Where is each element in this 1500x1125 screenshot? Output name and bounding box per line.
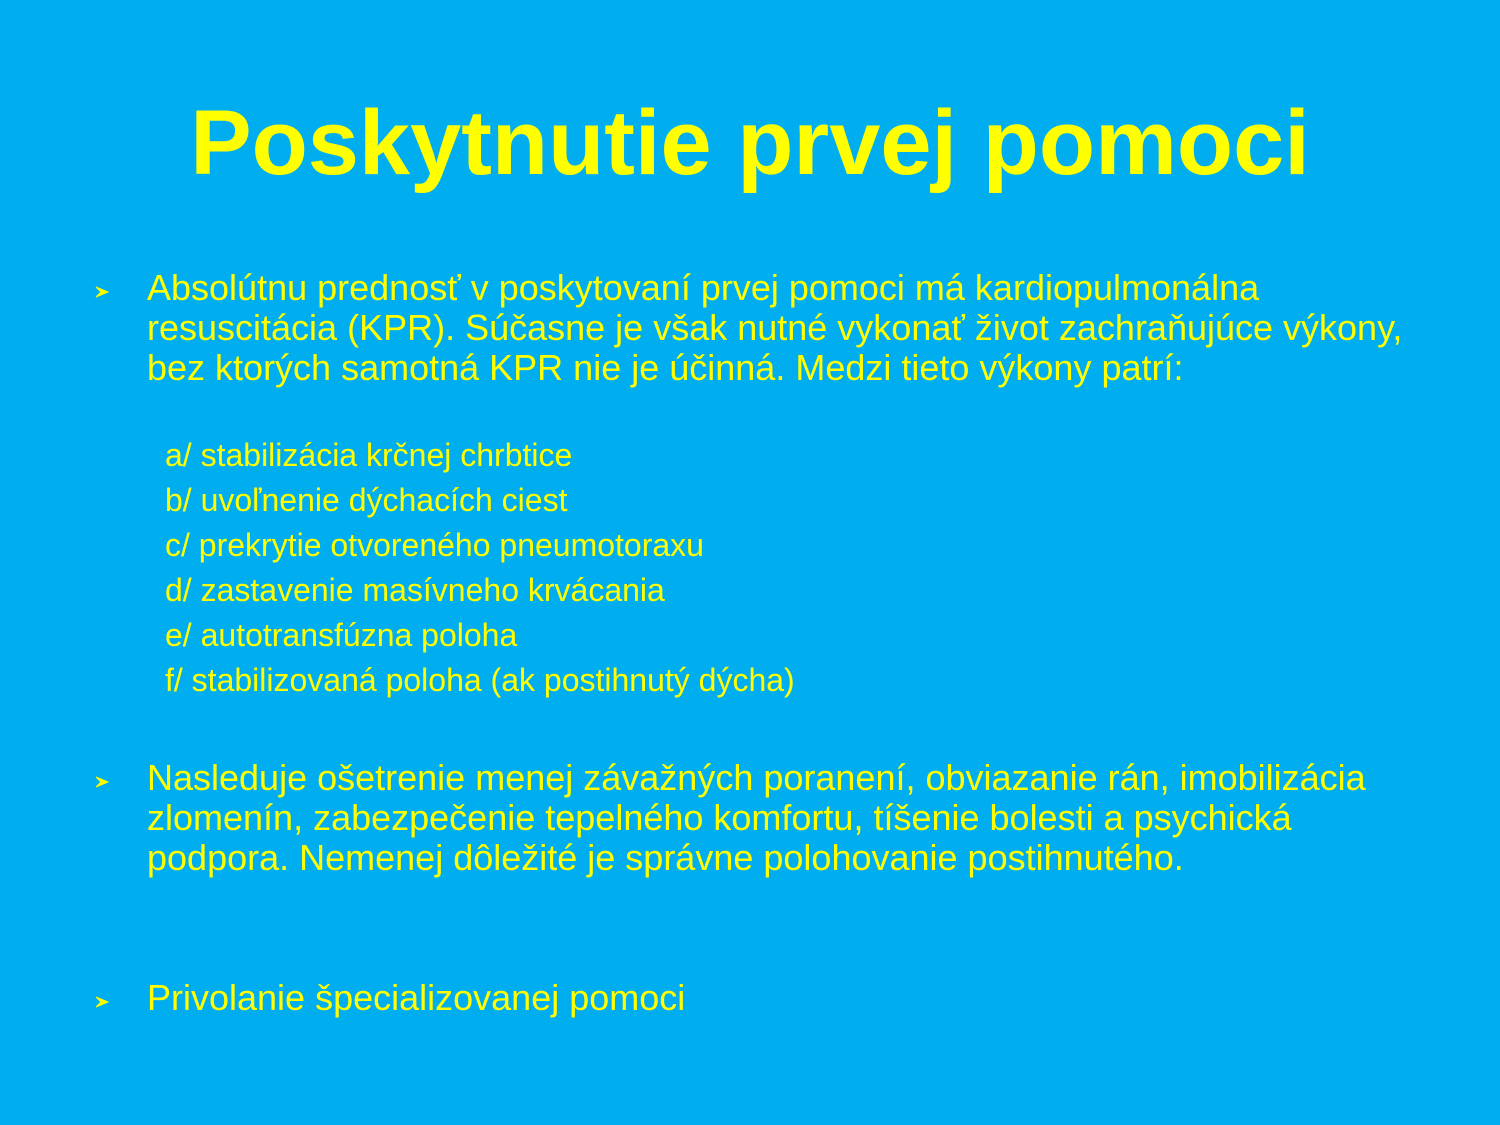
bullet-text: Privolanie špecializovanej pomoci	[147, 977, 686, 1018]
sub-list-item: b/ uvoľnenie dýchacích ciest	[165, 482, 568, 518]
slide-title: Poskytnutie prvej pomoci	[190, 92, 1310, 194]
arrowhead-bullet-icon	[92, 978, 116, 1018]
sub-list-item: a/ stabilizácia krčnej chrbtice	[165, 437, 573, 473]
arrowhead-bullet-icon	[92, 758, 116, 798]
sub-list-item: f/ stabilizovaná poloha (ak postihnutý dýcha)	[165, 662, 795, 698]
bullet-text: Nasleduje ošetrenie menej závažných poranení, obviazanie rán, imobilizácia zlomenín, zabezpečenie tepelného komfortu, tíšenie bolesti a psychická podpora. Nemenej dôležité je správne polohovanie postihnutého.	[147, 757, 1366, 878]
sub-list-item: c/ prekrytie otvoreného pneumotoraxu	[165, 527, 704, 563]
sub-list-item: e/ autotransfúzna poloha	[165, 617, 518, 653]
arrowhead-bullet-icon	[92, 268, 116, 308]
sub-list-item: d/ zastavenie masívneho krvácania	[165, 572, 665, 608]
bullet-text: Absolútnu prednosť v poskytovaní prvej pomoci má kardiopulmonálna resuscitácia (KPR). Súčasne je však nutné vykonať život zachraňujúce výkony, bez ktorých samotná KPR nie je účinná. Medzi tieto výkony patrí:	[147, 267, 1403, 388]
sub-list	[165, 433, 1165, 703]
